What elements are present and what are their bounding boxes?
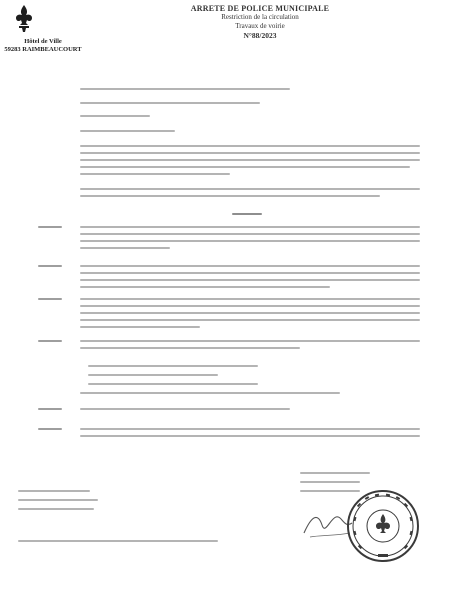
municipal-seal-icon <box>345 488 421 564</box>
document-subtitle-2: Travaux de voirie <box>235 22 285 30</box>
fleur-de-lis-icon <box>12 4 36 34</box>
town-hall-name: Hôtel de Ville <box>24 38 62 45</box>
document-number: N°88/2023 <box>243 31 277 40</box>
town-address: 59283 RAIMBEAUCOURT <box>4 46 82 53</box>
document-subtitle-1: Restriction de la circulation <box>221 13 299 21</box>
document-title: ARRETE DE POLICE MUNICIPALE <box>190 4 330 13</box>
